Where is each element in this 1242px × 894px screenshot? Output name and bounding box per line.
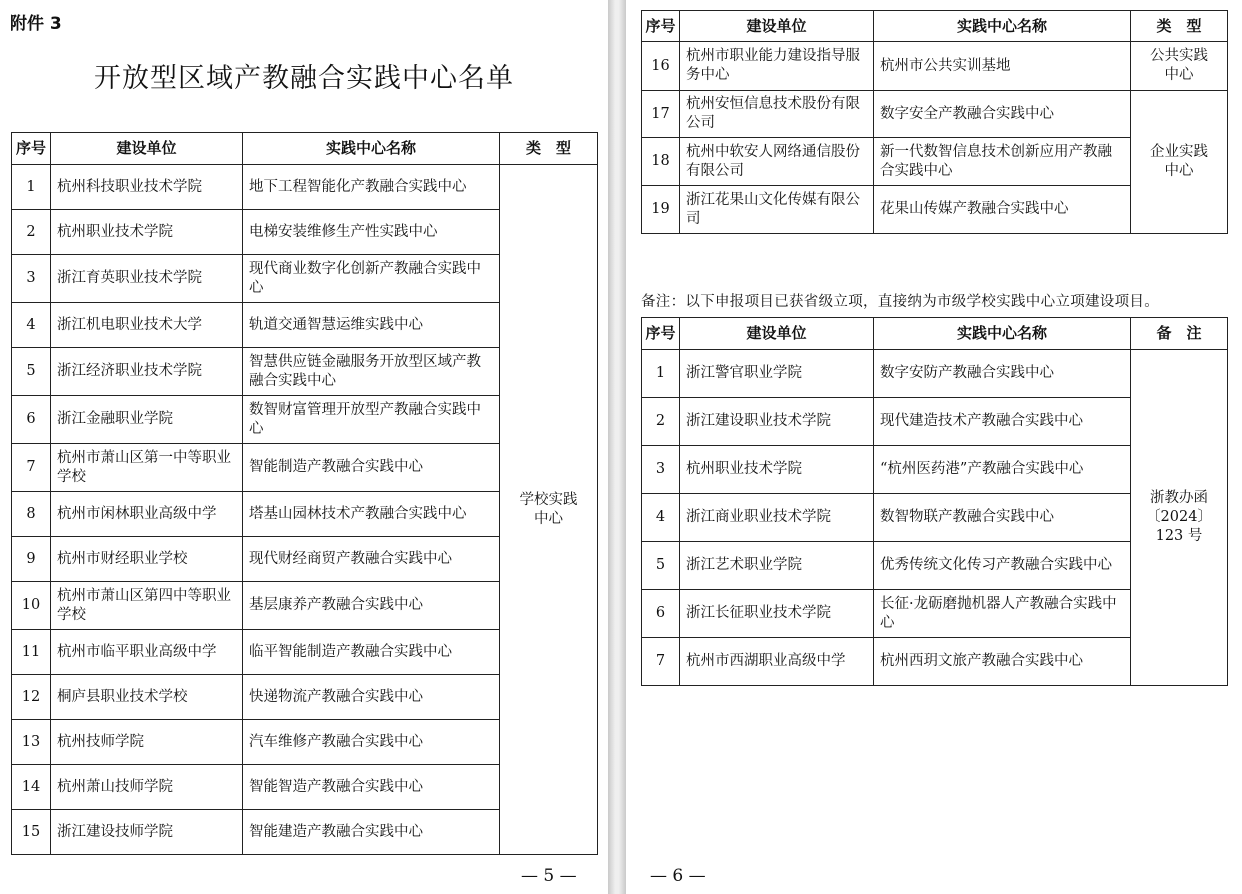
center-name: 轨道交通智慧运维实践中心 xyxy=(243,303,500,348)
center-name: 杭州市公共实训基地 xyxy=(874,42,1131,91)
unit-name: 杭州市财经职业学校 xyxy=(51,537,243,582)
page-number-left: — 5 — xyxy=(521,866,577,886)
unit-name: 杭州萧山技师学院 xyxy=(51,765,243,810)
unit-name: 杭州职业技术学院 xyxy=(680,446,874,494)
row-number: 11 xyxy=(12,630,51,675)
unit-name: 杭州市萧山区第四中等职业学校 xyxy=(51,582,243,630)
remark-value: 浙教办函 〔2024〕123 号 xyxy=(1131,350,1228,686)
row-number: 3 xyxy=(12,255,51,303)
header-unit: 建设单位 xyxy=(680,11,874,42)
unit-name: 浙江花果山文化传媒有限公司 xyxy=(680,186,874,234)
center-name: 数智财富管理开放型产教融合实践中心 xyxy=(243,396,500,444)
row-number: 1 xyxy=(12,165,51,210)
center-name: 智能制造产教融合实践中心 xyxy=(243,444,500,492)
row-number: 10 xyxy=(12,582,51,630)
table-row xyxy=(642,91,1228,138)
row-number: 2 xyxy=(642,398,680,446)
center-name: 快递物流产教融合实践中心 xyxy=(243,675,500,720)
table-body xyxy=(642,350,1228,686)
unit-name: 浙江机电职业技术大学 xyxy=(51,303,243,348)
remark-note: 备注：以下申报项目已获省级立项，直接纳为市级学校实践中心立项建设项目。 xyxy=(641,294,1159,310)
unit-name: 杭州中软安人网络通信股份有限公司 xyxy=(680,138,874,186)
row-number: 13 xyxy=(12,720,51,765)
row-number: 7 xyxy=(12,444,51,492)
unit-name: 杭州市职业能力建设指导服务中心 xyxy=(680,42,874,91)
header-unit: 建设单位 xyxy=(680,318,874,350)
provincial-project-table xyxy=(641,317,1228,686)
table-body xyxy=(642,42,1228,234)
unit-name: 桐庐县职业技术学校 xyxy=(51,675,243,720)
center-name: 现代建造技术产教融合实践中心 xyxy=(874,398,1131,446)
unit-name: 浙江商业职业技术学院 xyxy=(680,494,874,542)
center-name: 电梯安装维修生产性实践中心 xyxy=(243,210,500,255)
unit-name: 杭州市闲林职业高级中学 xyxy=(51,492,243,537)
row-number: 16 xyxy=(642,42,680,91)
header-type: 类 型 xyxy=(500,133,598,165)
header-type: 类 型 xyxy=(1131,11,1228,42)
row-number: 9 xyxy=(12,537,51,582)
unit-name: 杭州职业技术学院 xyxy=(51,210,243,255)
center-name: 汽车维修产教融合实践中心 xyxy=(243,720,500,765)
center-name: “杭州医药港”产教融合实践中心 xyxy=(874,446,1131,494)
unit-name: 杭州市临平职业高级中学 xyxy=(51,630,243,675)
table-row xyxy=(12,165,598,210)
unit-name: 浙江经济职业技术学院 xyxy=(51,348,243,396)
center-name: 基层康养产教融合实践中心 xyxy=(243,582,500,630)
table-row xyxy=(642,42,1228,91)
unit-name: 浙江警官职业学院 xyxy=(680,350,874,398)
center-name: 现代财经商贸产教融合实践中心 xyxy=(243,537,500,582)
row-number: 19 xyxy=(642,186,680,234)
type-value: 学校实践 中心 xyxy=(500,165,598,855)
row-number: 8 xyxy=(12,492,51,537)
row-number: 6 xyxy=(642,590,680,638)
center-name: 塔基山园林技术产教融合实践中心 xyxy=(243,492,500,537)
row-number: 6 xyxy=(12,396,51,444)
unit-name: 杭州安恒信息技术股份有限公司 xyxy=(680,91,874,138)
unit-name: 杭州市萧山区第一中等职业学校 xyxy=(51,444,243,492)
page-number-right: — 6 — xyxy=(650,866,706,886)
row-number: 5 xyxy=(12,348,51,396)
center-name: 智能智造产教融合实践中心 xyxy=(243,765,500,810)
table-header-row xyxy=(642,11,1228,42)
unit-name: 浙江建设技师学院 xyxy=(51,810,243,855)
document-title: 开放型区域产教融合实践中心名单 xyxy=(94,63,514,94)
unit-name: 杭州市西湖职业高级中学 xyxy=(680,638,874,686)
center-name: 地下工程智能化产教融合实践中心 xyxy=(243,165,500,210)
unit-name: 浙江长征职业技术学院 xyxy=(680,590,874,638)
attachment-label: 附件 3 xyxy=(10,14,62,34)
table-header-row xyxy=(642,318,1228,350)
row-number: 4 xyxy=(12,303,51,348)
header-no: 序号 xyxy=(642,318,680,350)
type-value: 企业实践 中心 xyxy=(1131,91,1228,234)
row-number: 1 xyxy=(642,350,680,398)
center-name: 智慧供应链金融服务开放型区域产教融合实践中心 xyxy=(243,348,500,396)
unit-name: 杭州技师学院 xyxy=(51,720,243,765)
row-number: 15 xyxy=(12,810,51,855)
center-name: 数字安全产教融合实践中心 xyxy=(874,91,1131,138)
unit-name: 浙江建设职业技术学院 xyxy=(680,398,874,446)
type-value: 公共实践 中心 xyxy=(1131,42,1228,91)
row-number: 18 xyxy=(642,138,680,186)
table-row xyxy=(642,350,1228,398)
unit-name: 浙江育英职业技术学院 xyxy=(51,255,243,303)
header-unit: 建设单位 xyxy=(51,133,243,165)
header-no: 序号 xyxy=(12,133,51,165)
row-number: 12 xyxy=(12,675,51,720)
practice-center-table xyxy=(11,132,598,855)
row-number: 2 xyxy=(12,210,51,255)
header-no: 序号 xyxy=(642,11,680,42)
table-header-row xyxy=(12,133,598,165)
center-name: 数字安防产教融合实践中心 xyxy=(874,350,1131,398)
row-number: 3 xyxy=(642,446,680,494)
center-name: 杭州西玥文旅产教融合实践中心 xyxy=(874,638,1131,686)
center-name: 长征·龙砺磨抛机器人产教融合实践中心 xyxy=(874,590,1131,638)
header-center: 实践中心名称 xyxy=(243,133,500,165)
header-remark: 备 注 xyxy=(1131,318,1228,350)
center-name: 花果山传媒产教融合实践中心 xyxy=(874,186,1131,234)
center-name: 数智物联产教融合实践中心 xyxy=(874,494,1131,542)
row-number: 4 xyxy=(642,494,680,542)
table-body xyxy=(12,165,598,855)
header-center: 实践中心名称 xyxy=(874,318,1131,350)
row-number: 7 xyxy=(642,638,680,686)
page-gutter xyxy=(608,0,626,894)
center-name: 现代商业数字化创新产教融合实践中心 xyxy=(243,255,500,303)
unit-name: 浙江金融职业学院 xyxy=(51,396,243,444)
practice-center-table-continued xyxy=(641,10,1228,234)
row-number: 5 xyxy=(642,542,680,590)
row-number: 14 xyxy=(12,765,51,810)
unit-name: 杭州科技职业技术学院 xyxy=(51,165,243,210)
row-number: 17 xyxy=(642,91,680,138)
header-center: 实践中心名称 xyxy=(874,11,1131,42)
center-name: 智能建造产教融合实践中心 xyxy=(243,810,500,855)
unit-name: 浙江艺术职业学院 xyxy=(680,542,874,590)
center-name: 新一代数智信息技术创新应用产教融合实践中心 xyxy=(874,138,1131,186)
center-name: 临平智能制造产教融合实践中心 xyxy=(243,630,500,675)
center-name: 优秀传统文化传习产教融合实践中心 xyxy=(874,542,1131,590)
